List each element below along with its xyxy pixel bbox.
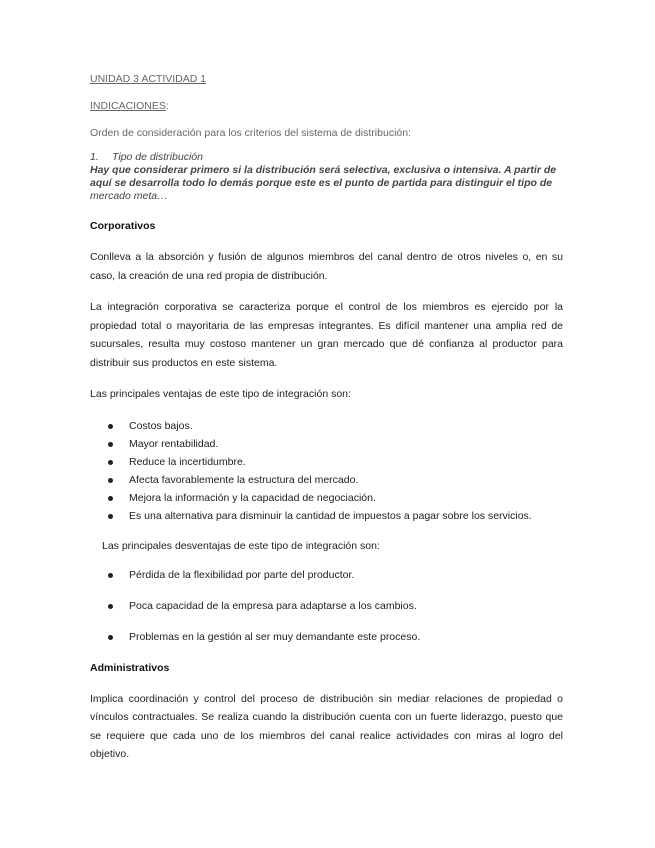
bullet-icon: [108, 442, 113, 447]
bullet-icon: [108, 604, 113, 609]
tipo-body-tail: mercado meta…: [90, 190, 168, 202]
list-item-text: Afecta favorablemente la estructura del mercado.: [129, 473, 359, 486]
list-item-text: Reduce la incertidumbre.: [129, 455, 246, 468]
corporativos-paragraph-2: La integración corporativa se caracteriza porque el control de los miembros es ejercido por la propiedad total o mayoritaria de las empresas integrantes. Es difícil mantener una amplia red de sucursales, resulta muy costoso mantener un gran mercado que dé confianza al productor para distribuir sus productos en este sistema.: [90, 301, 563, 369]
desventajas-intro: Las principales desventajas de este tipo de integración son:: [102, 539, 380, 552]
tipo-heading-text: Tipo de distribución: [112, 151, 203, 163]
bullet-icon: [108, 635, 113, 640]
list-item: [90, 435, 563, 453]
indicaciones-colon: :: [165, 100, 169, 112]
list-item: [90, 597, 563, 615]
list-item: [90, 489, 563, 507]
administrativos-paragraph-1: Implica coordinación y control del proceso de distribución sin mediar relaciones de propiedad o vínculos contractuales. Se realiza cuando la distribución cuenta con un fuerte liderazgo, puesto que se requiere que cada uno de los miembros del canal realice actividades con miras al logro del objetivo.: [90, 692, 563, 760]
list-item-text: Problemas en la gestión al ser muy demandante este proceso.: [129, 630, 421, 643]
tipo-distribucion-block: [90, 151, 563, 203]
tipo-number: 1.: [90, 151, 99, 163]
list-item-text: Poca capacidad de la empresa para adaptarse a los cambios.: [129, 599, 417, 612]
list-item: [90, 471, 563, 489]
intro-text: Orden de consideración para los criterios del sistema de distribución:: [90, 127, 411, 139]
bullet-icon: [108, 496, 113, 501]
bullet-icon: [108, 514, 113, 519]
list-item: [90, 628, 563, 646]
desventajas-list: [90, 566, 563, 646]
bullet-icon: [108, 573, 113, 578]
list-item-text: Es una alternativa para disminuir la cantidad de impuestos a pagar sobre los servicios.: [129, 509, 532, 522]
bullet-icon: [108, 460, 113, 465]
indicaciones-heading: [90, 97, 563, 115]
administrativos-heading: Administrativos: [90, 661, 170, 674]
list-item: [90, 566, 563, 584]
indicaciones-label: INDICACIONES: [90, 100, 166, 112]
ventajas-intro: Las principales ventajas de este tipo de integración son:: [90, 388, 351, 400]
list-item: [90, 453, 563, 471]
document-title: UNIDAD 3 ACTIVIDAD 1: [90, 73, 207, 85]
list-item-text: Mayor rentabilidad.: [129, 437, 219, 450]
list-item-text: Mejora la información y la capacidad de negociación.: [129, 491, 376, 504]
bullet-icon: [108, 424, 113, 429]
document-content: [90, 70, 563, 777]
tipo-body: [90, 164, 563, 203]
bullet-icon: [108, 478, 113, 483]
list-item-text: Costos bajos.: [129, 419, 193, 432]
corporativos-heading: Corporativos: [90, 220, 156, 232]
tipo-heading: [90, 151, 563, 164]
ventajas-list: [90, 417, 563, 525]
list-item-text: Pérdida de la flexibilidad por parte del productor.: [129, 568, 355, 581]
list-item: [90, 417, 563, 435]
list-item: [90, 507, 563, 525]
corporativos-paragraph-1: Conlleva a la absorción y fusión de algunos miembros del canal dentro de otros niveles o, en su caso, la creación de una red propia de distribución.: [90, 251, 563, 282]
tipo-body-text: Hay que considerar primero si la distribución será selectiva, exclusiva o intensiva. A partir de aquí se desarrolla todo lo demás porque este es el punto de partida para distinguir el tipo de: [90, 164, 557, 189]
